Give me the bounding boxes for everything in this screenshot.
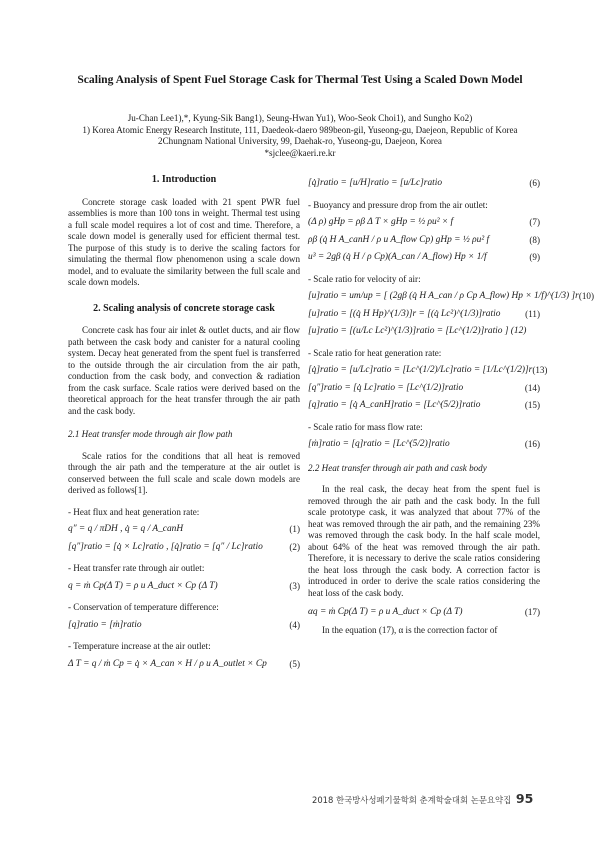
conference-name: 2018 한국방사성폐기물학회 춘계학술대회 논문요약집 [312, 795, 512, 805]
section-heading-introduction: 1. Introduction [151, 174, 217, 185]
scaling-paragraph: Concrete cask has four air inlet & outlet ducts, and air flow path between the cask body and canister for a natural cooling system. Decay heat generated from the spent fuel is transferred to the outside through the air circulation from the air path, conduction from the cask body, and convection & radiation from the cask surface. Scale ratios were derived based on the theoretical approach for the heat transfer through the air path and the cask body. [68, 325, 300, 416]
paper-title: Scaling Analysis of Spent Fuel Storage Cask for Thermal Test Using a Scaled Down Model [77, 73, 523, 86]
equation-1: q″ = q / πDH , q̇ = q / A_canH (1) [68, 524, 300, 534]
label-conservation: - Conservation of temperature difference: [68, 602, 219, 612]
equation-17: αq = ṁ Cp(Δ T) = ρ u A_duct × Cp (Δ T) (17) [308, 607, 540, 617]
subsection-heading-2-2: 2.2 Heat transfer through air path and cask body [308, 462, 487, 473]
authors: Ju-Chan Lee1),*, Kyung-Sik Bang1), Seung-Hwan Yu1), Woo-Seok Choi1), and Sungho Ko2) [127, 113, 473, 123]
equation-10: [u]ratio = um/up = [ (2gβ (q̇ H A_can / ρ Cp A_flow) Hp × 1/f)^(1/3) ]r (10) [308, 291, 594, 301]
equation-16: [ṁ]ratio = [q]ratio = [Lc^(5/2)]ratio (16) [308, 439, 540, 449]
label-velocity: - Scale ratio for velocity of air: [308, 273, 421, 284]
label-heat-generation: - Scale ratio for heat generation rate: [308, 347, 442, 358]
equation-5: Δ T = q / ṁ Cp = q̇ × A_can × H / ρ u A_outlet × Cp (5) [68, 658, 300, 669]
equation-15: [q]ratio = [q̇ A_canH]ratio = [Lc^(5/2)]ratio (15) [308, 400, 540, 410]
closing-paragraph: In the equation (17), α is the correction factor of [322, 624, 498, 635]
equation-13: [q̇]ratio = [u/Lc]ratio = [Lc^(1/2)/Lc]ratio = [1/Lc^(1/2)]r (13) [308, 365, 548, 375]
label-mass-flow: - Scale ratio for mass flow rate: [308, 421, 423, 432]
intro-paragraph: Concrete storage cask loaded with 21 spent PWR fuel assemblies is more than 100 tons in weight. Thermal test using a full scale model requires a lot of cost and time. Therefore, a scale down model is generally used for efficient thermal test. The purpose of this study is to derive the scaling factors for simulating the thermal flow phenomenon using a scale down model, and to evaluate the similarity between the full scale and scale down models. [68, 196, 300, 287]
affiliation-2: 2Chungnam National University, 99, Daehak-ro, Yuseong-gu, Daejeon, Korea [158, 136, 442, 147]
label-heat-rate: - Heat transfer rate through air outlet: [68, 563, 205, 573]
label-heat-flux: - Heat flux and heat generation rate: [68, 506, 200, 517]
equation-14: [q″]ratio = [q̇ Lc]ratio = [Lc^(1/2)]ratio (14) [308, 382, 540, 393]
email: *sjclee@kaeri.re.kr [264, 147, 336, 158]
subsection-2-1-paragraph: Scale ratios for the conditions that all heat is removed through the air path and the temperature at the air outlet is conserved between the full scale and scale down models are derived as follows[1]. [68, 450, 300, 495]
right-column [308, 174, 594, 644]
equation-3: q = ṁ Cp(Δ T) = ρ u A_duct × Cp (Δ T) (3) [68, 580, 300, 591]
affiliation-1: 1) Korea Atomic Energy Research Institute, 111, Daedeok-daero 989beon-gil, Yuseong-gu, Daejeon, Republic of Korea [82, 124, 518, 135]
left-column [68, 174, 300, 676]
label-temperature: - Temperature increase at the air outlet: [68, 641, 211, 651]
equation-2: [q″]ratio = [q̇ × Lc]ratio , [q̇]ratio = [q″ / Lc]ratio (2) [68, 541, 300, 552]
subsection-2-2-paragraph: In the real cask, the decay heat from the spent fuel is removed through the air path and the cask body. In the full scale prototype cask, it was analyzed that about 77% of the heat was removed through the air path, and the remaining 23% was removed through the cask body. In the half scale model, about 64% of the heat was removed through the air path. Therefore, it is necessary to derive the scale ratios considering the heat loss through the cask body. A correction factor is introduced in order to derive the scale ratios considering the heat loss of the cask body. [308, 484, 540, 598]
label-buoyancy: - Buoyancy and pressure drop from the air outlet: [308, 199, 488, 210]
equation-12: [u]ratio = [(u/Lc Lc²)^(1/3)]ratio = [Lc^(1/2)]ratio ] (12) [308, 326, 527, 336]
equation-11: [u]ratio = [(q̇ H Hp)^(1/3)]r = [(q̇ Lc²)^(1/3)]ratio (11) [308, 308, 540, 319]
page-number: 95 [515, 791, 534, 806]
equation-7: (Δ ρ) gHp = ρβ Δ T × gHp = ½ ρu² × f (7) [308, 217, 540, 227]
page-footer [312, 791, 533, 806]
equation-6: [q̇]ratio = [u/H]ratio = [u/Lc]ratio (6) [308, 178, 540, 188]
author-block [40, 113, 560, 159]
equation-8: ρβ (q̇ H A_canH / ρ u A_flow Cp) gHp = ½ ρu² f (8) [308, 234, 540, 245]
subsection-heading-2-1: 2.1 Heat transfer mode through air flow path [68, 429, 233, 439]
equation-9: u³ = 2gβ (q̇ H / ρ Cp)(A_can / A_flow) Hp × 1/f (9) [308, 252, 540, 262]
equation-4: [q]ratio = [ṁ]ratio (4) [68, 619, 300, 630]
section-heading-scaling: 2. Scaling analysis of concrete storage cask [93, 302, 275, 314]
